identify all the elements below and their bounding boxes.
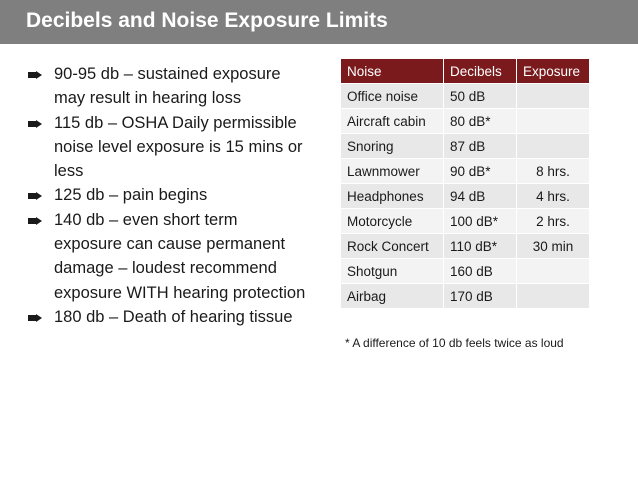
bullet-item <box>28 305 308 329</box>
cell-exposure <box>517 259 590 284</box>
cell-decibels: 80 dB* <box>444 109 517 134</box>
table-row <box>341 84 590 109</box>
cell-noise: Rock Concert <box>341 234 444 259</box>
cell-exposure <box>517 134 590 159</box>
table-row <box>341 234 590 259</box>
bullet-text: 90-95 db – sustained exposure may result in hearing loss <box>54 65 281 108</box>
title-bar <box>0 0 638 44</box>
cell-decibels: 170 dB <box>444 284 517 309</box>
table-row <box>341 284 590 309</box>
bullet-text: 115 db – OSHA Daily permissible noise level exposure is 15 mins or less <box>54 113 303 181</box>
cell-exposure <box>517 84 590 109</box>
bullet-list <box>28 62 308 329</box>
cell-decibels: 94 dB <box>444 184 517 209</box>
cell-noise: Airbag <box>341 284 444 309</box>
cell-decibels: 100 dB* <box>444 209 517 234</box>
cell-noise: Office noise <box>341 84 444 109</box>
bullet-item <box>28 111 308 184</box>
table-row <box>341 134 590 159</box>
cell-noise: Aircraft cabin <box>341 109 444 134</box>
header-decibels: Decibels <box>444 59 517 84</box>
right-arrow-icon <box>28 120 42 128</box>
noise-exposure-table <box>340 58 590 309</box>
cell-exposure: 8 hrs. <box>517 159 590 184</box>
header-exposure: Exposure <box>517 59 590 84</box>
bullet-item <box>28 208 308 305</box>
cell-exposure <box>517 109 590 134</box>
table-header-row <box>341 59 590 84</box>
slide-title: Decibels and Noise Exposure Limits <box>26 9 388 32</box>
table-row <box>341 159 590 184</box>
bullet-text: 180 db – Death of hearing tissue <box>54 307 293 326</box>
cell-decibels: 87 dB <box>444 134 517 159</box>
table-row <box>341 184 590 209</box>
cell-decibels: 110 dB* <box>444 234 517 259</box>
right-arrow-icon <box>28 192 42 200</box>
right-arrow-icon <box>28 314 42 322</box>
right-arrow-icon <box>28 71 42 79</box>
cell-noise: Motorcycle <box>341 209 444 234</box>
footnote: * A difference of 10 db feels twice as loud <box>345 336 564 350</box>
bullet-item <box>28 62 308 111</box>
bullet-text: 140 db – even short term exposure can cause permanent damage – loudest recommend exposure WITH hearing protection <box>54 210 306 302</box>
cell-decibels: 50 dB <box>444 84 517 109</box>
table-row <box>341 109 590 134</box>
cell-decibels: 90 dB* <box>444 159 517 184</box>
cell-exposure: 2 hrs. <box>517 209 590 234</box>
cell-decibels: 160 dB <box>444 259 517 284</box>
cell-exposure: 4 hrs. <box>517 184 590 209</box>
cell-noise: Shotgun <box>341 259 444 284</box>
right-arrow-icon <box>28 217 42 225</box>
table-row <box>341 259 590 284</box>
bullet-item <box>28 183 308 207</box>
bullet-text: 125 db – pain begins <box>54 186 208 205</box>
cell-exposure <box>517 284 590 309</box>
header-noise: Noise <box>341 59 444 84</box>
table-row <box>341 209 590 234</box>
cell-noise: Lawnmower <box>341 159 444 184</box>
cell-noise: Headphones <box>341 184 444 209</box>
cell-noise: Snoring <box>341 134 444 159</box>
cell-exposure: 30 min <box>517 234 590 259</box>
